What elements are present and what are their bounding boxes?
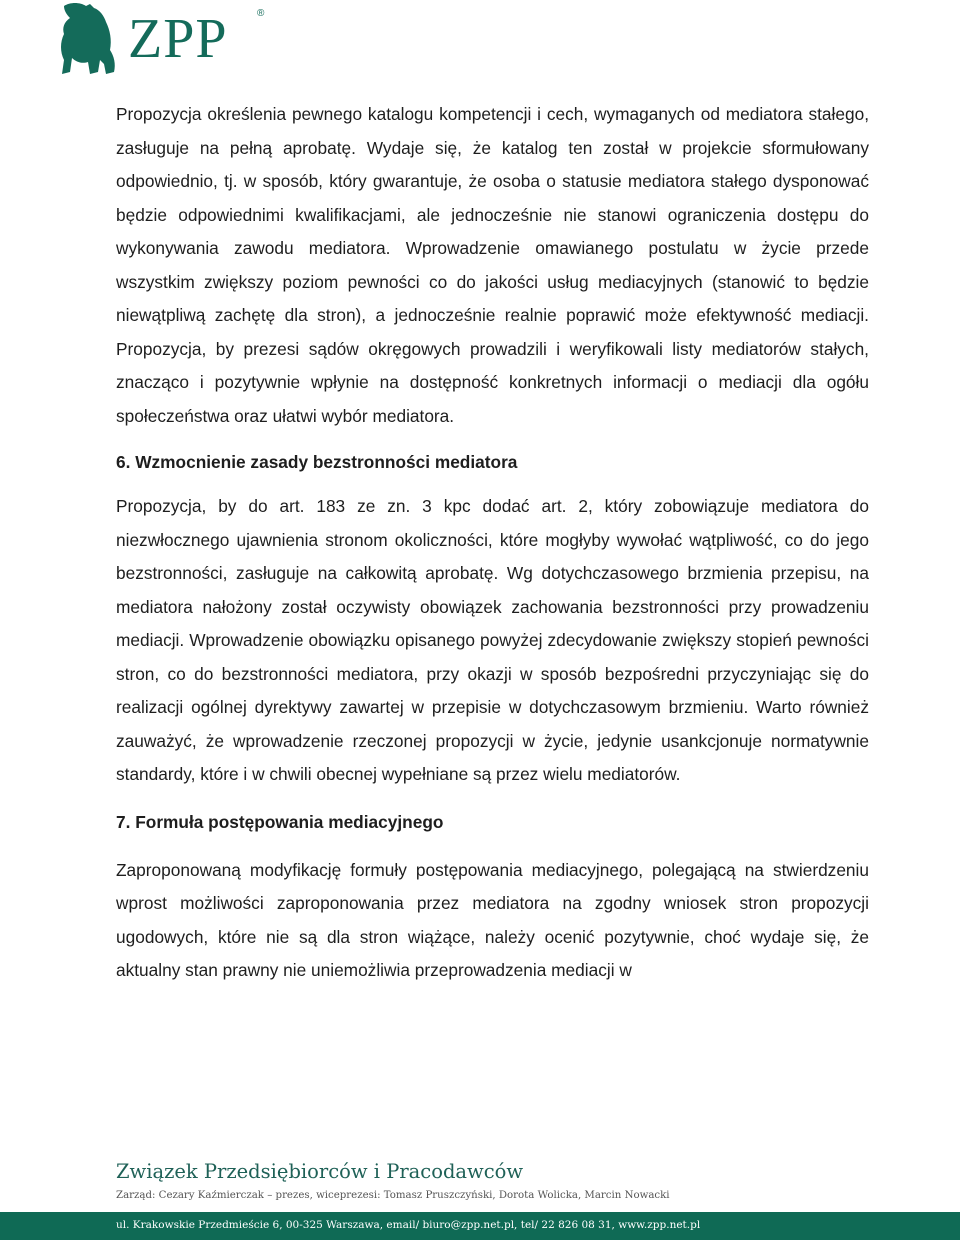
bear-icon [56,0,126,80]
paragraph-mediator-competencies: Propozycja określenia pewnego katalogu kompetencji i cech, wymaganych od mediatora stałego, zasługuje na pełną aprobatę. Wydaje się, że katalog ten został w projekcie sformułowany odpowiednio, tj. w sposób, który gwarantuje, że osoba o statusie mediatora stałego dysponować będzie odpowiednimi kwalifikacjami, ale jednocześnie nie stanowi ograniczenia dostępu do wykonywania zawodu mediatora. Wprowadzenie omawianego postulatu w życie przede wszystkim zwiększy poziom pewności co do jakości usług mediacyjnych (stanowić to będzie niewątpliwą zachętę dla stron), a jednocześnie realnie poprawić może efektywność mediacji. Propozycja, by prezesi sądów okręgowych prowadzili i weryfikowali listy mediatorów stałych, znacząco i pozytywnie wpłynie na dostępność konkretnych informacji o mediacji dla ogółu społeczeństwa oraz ułatwi wybór mediatora. [116,104,869,426]
section-heading-6: 6. Wzmocnienie zasady bezstronności mediatora [116,452,518,472]
zpp-logo [56,0,265,80]
logo-wordmark: ZPP [128,8,228,70]
paragraph-mediation-formula: Zaproponowaną modyfikację formuły postępowania mediacyjnego, polegającą na stwierdzeniu wprost możliwości zaproponowania przez mediatora na zgodny wniosek stron propozycji ugodowych, które nie są dla stron wiążące, należy ocenić pozytywnie, choć wydaje się, że aktualny stan prawny nie uniemożliwia przeprowadzenia mediacji w [116,859,869,980]
footer-organization-name: Związek Przedsiębiorców i Pracodawców [116,1160,524,1183]
registered-mark: ® [257,8,265,19]
footer-address: ul. Krakowskie Przedmieście 6, 00-325 Warszawa, email/ biuro@zpp.net.pl, tel/ 22 826 08 31, www.zpp.net.pl [116,1219,701,1231]
footer-address-bar [0,1212,960,1240]
section-heading-7: 7. Formuła postępowania mediacyjnego [116,811,444,832]
footer-board-members: Zarząd: Cezary Kaźmierczak – prezes, wiceprezesi: Tomasz Pruszczyński, Dorota Wolicka, Marcin Nowacki [116,1190,670,1201]
document-body [116,98,869,988]
paragraph-impartiality: Propozycja, by do art. 183 ze zn. 3 kpc dodać art. 2, który zobowiązuje mediatora do niezwłocznego ujawnienia stronom okoliczności, które mogłyby wywołać wątpliwość, co do jego bezstronności, zasługuje na całkowitą aprobatę. Wg dotychczasowego brzmienia przepisu, na mediatora nałożony został oczywisty obowiązek zachowania bezstronności przy prowadzeniu mediacji. Wprowadzenie obowiązku opisanego powyżej zdecydowanie zwiększy stopień pewności stron, co do bezstronności mediatora, przy okazji w sposób bezpośredni przyczyniając się do realizacji ogólnej dyrektywy zawartej w przepisie w dotychczasowym brzmieniu. Warto również zauważyć, że wprowadzenie rzeczonej propozycji w życie, jedynie usankcjonuje normatywnie standardy, które i w chwili obecnej wypełniane są przez wielu mediatorów. [116,496,869,784]
